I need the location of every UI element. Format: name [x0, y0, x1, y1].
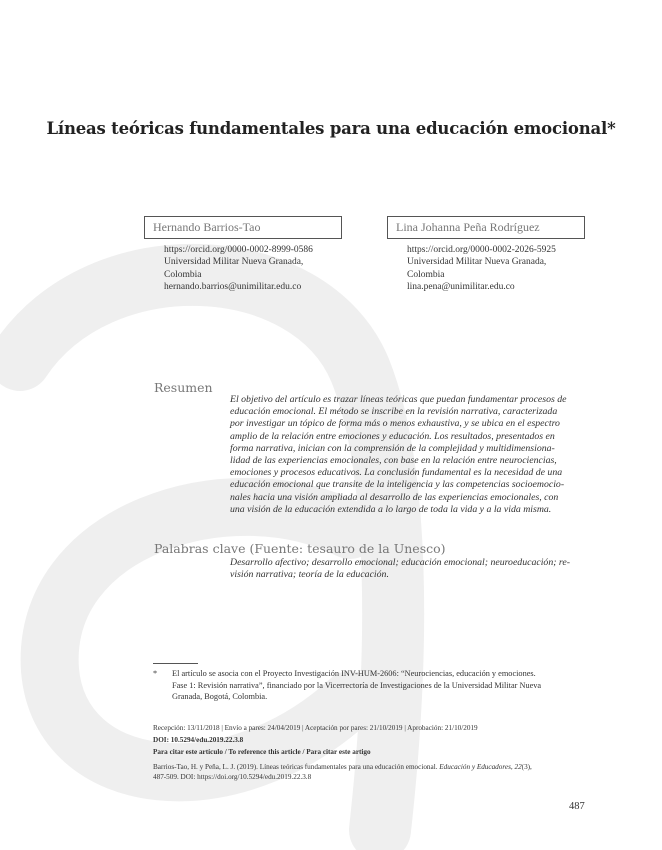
author-card-1 [144, 216, 342, 293]
page-number: 487 [569, 801, 585, 812]
article-dates: Recepción: 13/11/2018 | Envío a pares: 24/04/2019 | Aceptación por pares: 21/10/2019 | Aprobación: 21/10/2019 [153, 724, 478, 732]
abstract-line: educación emocional que transite de la inteligencia y las competencias socioemocio- [230, 479, 565, 491]
abstract-line: nales hacia una visión ampliada al desarrollo de las experiencias emocionales, con [230, 491, 559, 503]
author-institution: Universidad Militar Nueva Granada, [407, 257, 547, 268]
footnote-line: Fase 1: Revisión narrativa”, financiado por la Vicerrectoría de Investigaciones de la Universidad Militar Nueva [172, 680, 542, 690]
author-email[interactable]: hernando.barrios@unimilitar.edu.co [164, 281, 302, 292]
abstract-heading: Resumen [154, 380, 213, 395]
abstract-line: por investigar un tópico de forma más o menos exhaustiva, y se ubica en el espectro [230, 418, 560, 430]
author-info [164, 244, 342, 293]
article-meta [153, 723, 593, 782]
citation-line-2: 487-509. DOI: https://doi.org/10.5294/edu.2019.22.3.8 [153, 773, 312, 781]
abstract-line: educación emocional. El método se inscribe en la revisión narrativa, caracterizada [230, 406, 558, 418]
footnote [153, 668, 585, 703]
footnote-text [172, 668, 585, 703]
keywords-body [230, 557, 586, 581]
orcid-link[interactable]: https://orcid.org/0000-0002-2026-5925 [407, 245, 556, 255]
abstract-body [230, 394, 586, 516]
author-email[interactable]: lina.pena@unimilitar.edu.co [407, 281, 515, 292]
abstract-line: una visión de la educación extendida a lo largo de toda la vida y a la vida misma. [230, 503, 552, 515]
keywords-line: visión narrativa; teoría de la educación. [230, 569, 389, 581]
keywords-heading: Palabras clave (Fuente: tesauro de la Unesco) [154, 541, 446, 556]
author-country: Colombia [407, 269, 445, 280]
citation-line-1 [153, 762, 593, 772]
cite-heading: Para citar este artículo / To reference this article / Para citar este artigo [153, 748, 371, 756]
citation-text: Barrios-Tao, H. y Peña, L. J. (2019). Líneas teóricas fundamentales para una educación emocional. [153, 763, 440, 771]
author-info [407, 244, 585, 293]
orcid-link[interactable]: https://orcid.org/0000-0002-8999-0586 [164, 245, 313, 255]
keywords-line: Desarrollo afectivo; desarrollo emocional; educación emocional; neuroeducación; re- [230, 557, 570, 568]
author-country: Colombia [164, 269, 202, 280]
footnote-divider [153, 663, 198, 664]
footnote-line: El artículo se asocia con el Proyecto Investigación INV-HUM-2606: “Neurociencias, educación y emociones. [172, 669, 536, 678]
author-name: Hernando Barrios-Tao [144, 216, 342, 239]
abstract-line: lidad de las experiencias emocionales, con base en la relación entre neurociencias, [230, 455, 557, 467]
citation-journal: Educación y Educadores, 22 [439, 763, 522, 771]
author-name: Lina Johanna Peña Rodríguez [387, 216, 585, 239]
abstract-line: El objetivo del artículo es trazar líneas teóricas que puedan fundamentar procesos de [230, 394, 567, 405]
footnote-line: Granada, Bogotá, Colombia. [172, 692, 268, 701]
footnote-marker: * [153, 669, 158, 678]
citation-issue: (3), [521, 763, 532, 771]
abstract-line: emociones y procesos educativos. La conclusión fundamental es la necesidad de una [230, 467, 563, 479]
article-title: Líneas teóricas fundamentales para una educación emocional* [46, 119, 616, 138]
abstract-line: forma narrativa, inician con la comprensión de la complejidad y multidimensiona- [230, 442, 555, 454]
author-institution: Universidad Militar Nueva Granada, [164, 257, 304, 268]
abstract-line: amplio de la relación entre emociones y educación. Los resultados, presentados en [230, 430, 555, 442]
article-doi[interactable]: DOI: 10.5294/edu.2019.22.3.8 [153, 736, 244, 744]
author-card-2 [387, 216, 585, 293]
